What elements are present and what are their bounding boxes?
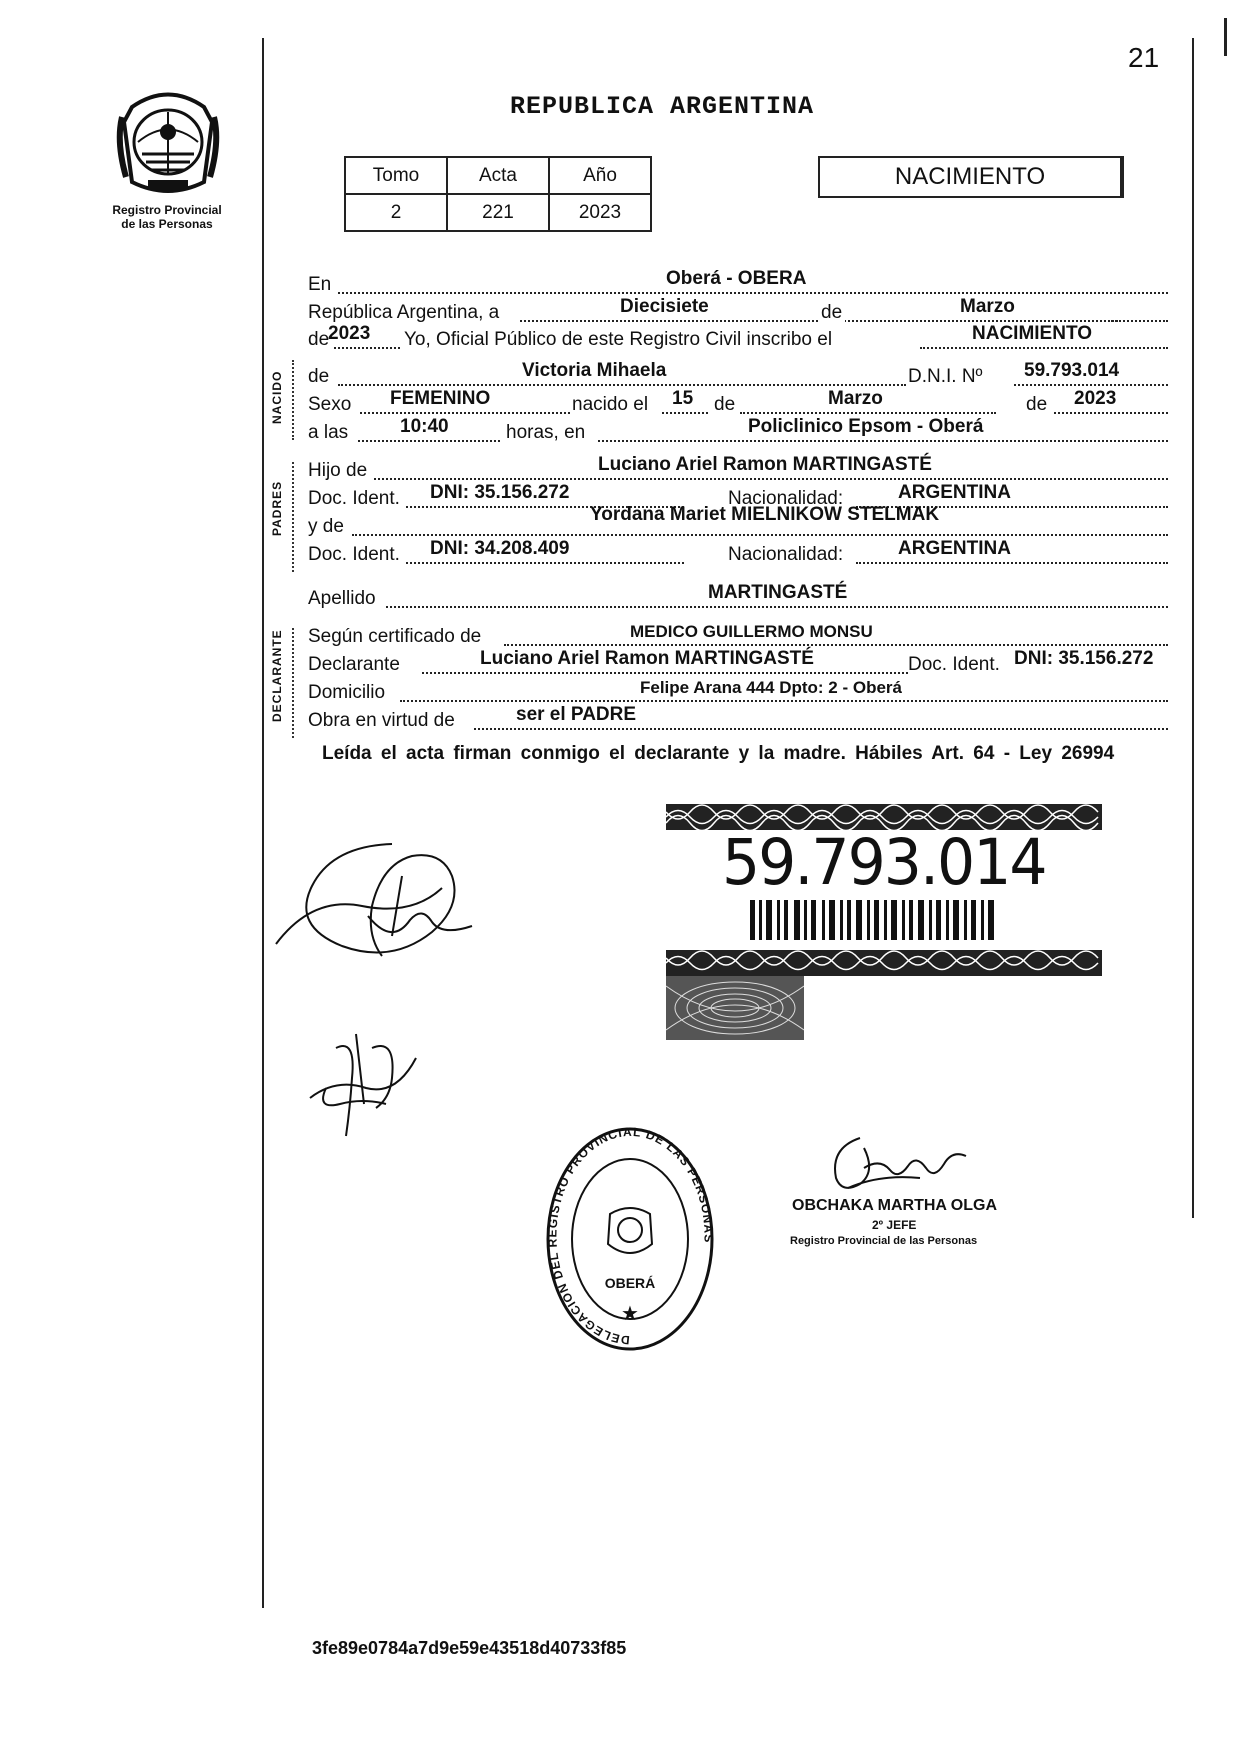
label-a-las: a las <box>308 422 349 443</box>
dots-year <box>334 347 400 349</box>
dots-lugar <box>598 440 1168 442</box>
value-obra: ser el PADRE <box>516 704 637 725</box>
guilloche-rosette <box>666 976 804 1040</box>
value-madre: Yordana Mariet MIELNIKOW STELMAK <box>590 504 940 525</box>
logo-caption-line2: de las Personas <box>121 217 213 231</box>
document-type-box: NACIMIENTO <box>818 156 1124 198</box>
field-row-en <box>308 268 1168 298</box>
province-seal-logo <box>112 82 224 200</box>
left-margin-line <box>262 38 264 1608</box>
dots-anio-nac <box>1054 412 1168 414</box>
value-doc-declarante: DNI: 35.156.272 <box>1014 648 1154 669</box>
dots-dia-nac <box>662 412 708 414</box>
value-declarante: Luciano Ariel Ramon MARTINGASTÉ <box>480 648 814 669</box>
field-row-declarante <box>308 648 1168 678</box>
acta-table <box>344 156 652 232</box>
side-label-nacido: NACIDO <box>270 370 284 424</box>
acta-value-anio: 2023 <box>549 194 651 231</box>
document-title: REPUBLICA ARGENTINA <box>510 92 815 121</box>
right-margin-line <box>1192 38 1194 1218</box>
field-row-republica <box>308 296 1168 326</box>
dots-madre <box>352 534 1168 536</box>
field-row-nombre <box>308 360 1168 390</box>
official-role: 2º JEFE <box>872 1218 917 1232</box>
label-nac-padre: Nacionalidad: <box>728 488 844 509</box>
label-de-mes: de <box>818 302 845 324</box>
stamp-bottom-text: OBERÁ <box>604 1275 656 1291</box>
acta-header-tomo: Tomo <box>345 157 447 194</box>
dots-en <box>338 292 1168 294</box>
edge-mark <box>1224 18 1227 56</box>
signature-official <box>820 1128 970 1198</box>
bracket-padres <box>292 462 294 572</box>
dots-nombre <box>338 384 906 386</box>
label-hijo-de: Hijo de <box>308 460 368 481</box>
svg-text:★: ★ <box>621 1301 639 1325</box>
value-year: 2023 <box>328 323 371 344</box>
value-padre: Luciano Ariel Ramon MARTINGASTÉ <box>598 454 932 475</box>
value-dni: 59.793.014 <box>1024 360 1120 381</box>
label-nacido-el: nacido el <box>572 394 649 415</box>
value-nac-madre: ARGENTINA <box>898 538 1011 559</box>
dots-nac-madre <box>856 562 1168 564</box>
dots-certificado <box>504 644 1168 646</box>
acta-header-acta: Acta <box>447 157 549 194</box>
label-de-nombre: de <box>308 366 330 387</box>
label-horas-en: horas, en <box>506 422 586 443</box>
acta-value-tomo: 2 <box>345 194 447 231</box>
label-de-mes-nac: de <box>714 394 736 415</box>
field-row-padre <box>308 454 1168 484</box>
dni-barcode <box>750 900 994 940</box>
dots-doc-madre <box>406 562 684 564</box>
acta-header-anio: Año <box>549 157 651 194</box>
signature-lower-left <box>306 1018 426 1138</box>
label-domicilio: Domicilio <box>308 682 386 703</box>
side-label-padres: PADRES <box>270 480 284 536</box>
guilloche-band-bottom <box>666 950 1102 976</box>
value-dia: Diecisiete <box>620 296 709 317</box>
dots-sexo <box>360 412 570 414</box>
field-row-obra <box>308 704 1168 734</box>
label-republica: República Argentina, a <box>308 302 500 323</box>
field-row-hora <box>308 416 1168 446</box>
label-certificado: Según certificado de <box>308 626 482 647</box>
legal-text: Leída el acta firman conmigo el declarante y la madre. Hábiles Art. 64 - Ley 26994 <box>322 743 1115 764</box>
value-hora: 10:40 <box>400 416 449 437</box>
bracket-declarante <box>292 628 294 738</box>
logo-caption <box>92 203 242 231</box>
label-en: En <box>308 274 332 295</box>
label-y-de: y de <box>308 516 344 537</box>
value-mes-nac: Marzo <box>828 388 883 409</box>
dots-declarante <box>422 672 908 674</box>
stamp-outer-text: DELEGACIÓN DEL REGISTRO PROVINCIAL DE LAS PERSONAS <box>545 1124 716 1348</box>
value-doc-padre: DNI: 35.156.272 <box>430 482 570 503</box>
label-apellido: Apellido <box>308 588 376 609</box>
value-anio-nac: 2023 <box>1074 388 1117 409</box>
field-row-apellido <box>308 582 1168 612</box>
dots-mes-nac <box>740 412 996 414</box>
field-row-sexo <box>308 388 1168 418</box>
dots-dni <box>1014 384 1168 386</box>
acta-table-header <box>345 157 651 194</box>
side-label-declarante: DECLARANTE <box>270 629 284 722</box>
label-inscribo: Yo, Oficial Público de este Registro Civil inscribo el <box>404 329 833 350</box>
dots-apellido <box>386 606 1168 608</box>
logo-caption-line1: Registro Provincial <box>112 203 222 217</box>
label-obra: Obra en virtud de <box>308 710 455 731</box>
dots-domicilio <box>400 700 1168 702</box>
document-hash: 3fe89e0784a7d9e59e43518d40733f85 <box>312 1638 627 1658</box>
field-row-domicilio <box>308 676 1168 706</box>
label-doc-madre: Doc. Ident. <box>308 544 400 565</box>
dots-obra <box>474 728 1168 730</box>
label-sexo: Sexo <box>308 394 352 415</box>
bracket-nacido <box>292 360 294 440</box>
value-sexo: FEMENINO <box>390 388 491 409</box>
label-de-anio-nac: de <box>1026 394 1048 415</box>
value-domicilio: Felipe Arana 444 Dpto: 2 - Oberá <box>640 678 902 697</box>
value-nac-padre: ARGENTINA <box>898 482 1011 503</box>
label-dni: D.N.I. Nº <box>908 366 983 387</box>
acta-table-values <box>345 194 651 231</box>
dni-stamp-number: 59.793.014 <box>722 826 1046 900</box>
label-nac-madre: Nacionalidad: <box>728 544 844 565</box>
value-en: Oberá - OBERA <box>666 268 807 289</box>
field-row-madre-doc <box>308 538 1168 568</box>
value-lugar: Policlinico Epsom - Oberá <box>748 416 984 437</box>
value-dia-nac: 15 <box>672 388 694 409</box>
dots-padre <box>374 478 1168 480</box>
value-nombre: Victoria Mihaela <box>522 360 667 381</box>
official-organization: Registro Provincial de las Personas <box>790 1235 978 1247</box>
label-declarante: Declarante <box>308 654 400 675</box>
dots-inscribo <box>920 347 1168 349</box>
official-name: OBCHAKA MARTHA OLGA <box>792 1197 998 1214</box>
label-doc-padre: Doc. Ident. <box>308 488 400 509</box>
value-mes: Marzo <box>960 296 1015 317</box>
field-row-madre <box>308 504 1168 540</box>
label-de-year: de <box>308 329 330 350</box>
value-inscribo: NACIMIENTO <box>972 323 1092 344</box>
value-certificado: MEDICO GUILLERMO MONSU <box>630 622 873 641</box>
value-apellido: MARTINGASTÉ <box>708 582 848 603</box>
field-row-de-year <box>308 323 1168 353</box>
page-number: 21 <box>1128 42 1160 73</box>
acta-value-acta: 221 <box>447 194 549 231</box>
oval-registry-stamp <box>544 1124 716 1354</box>
dots-republica-end <box>1108 320 1168 322</box>
field-row-certificado <box>308 620 1168 650</box>
signature-left <box>272 836 482 972</box>
dots-hora <box>358 440 500 442</box>
value-doc-madre: DNI: 34.208.409 <box>430 538 570 559</box>
label-doc-declarante: Doc. Ident. <box>908 654 1000 675</box>
